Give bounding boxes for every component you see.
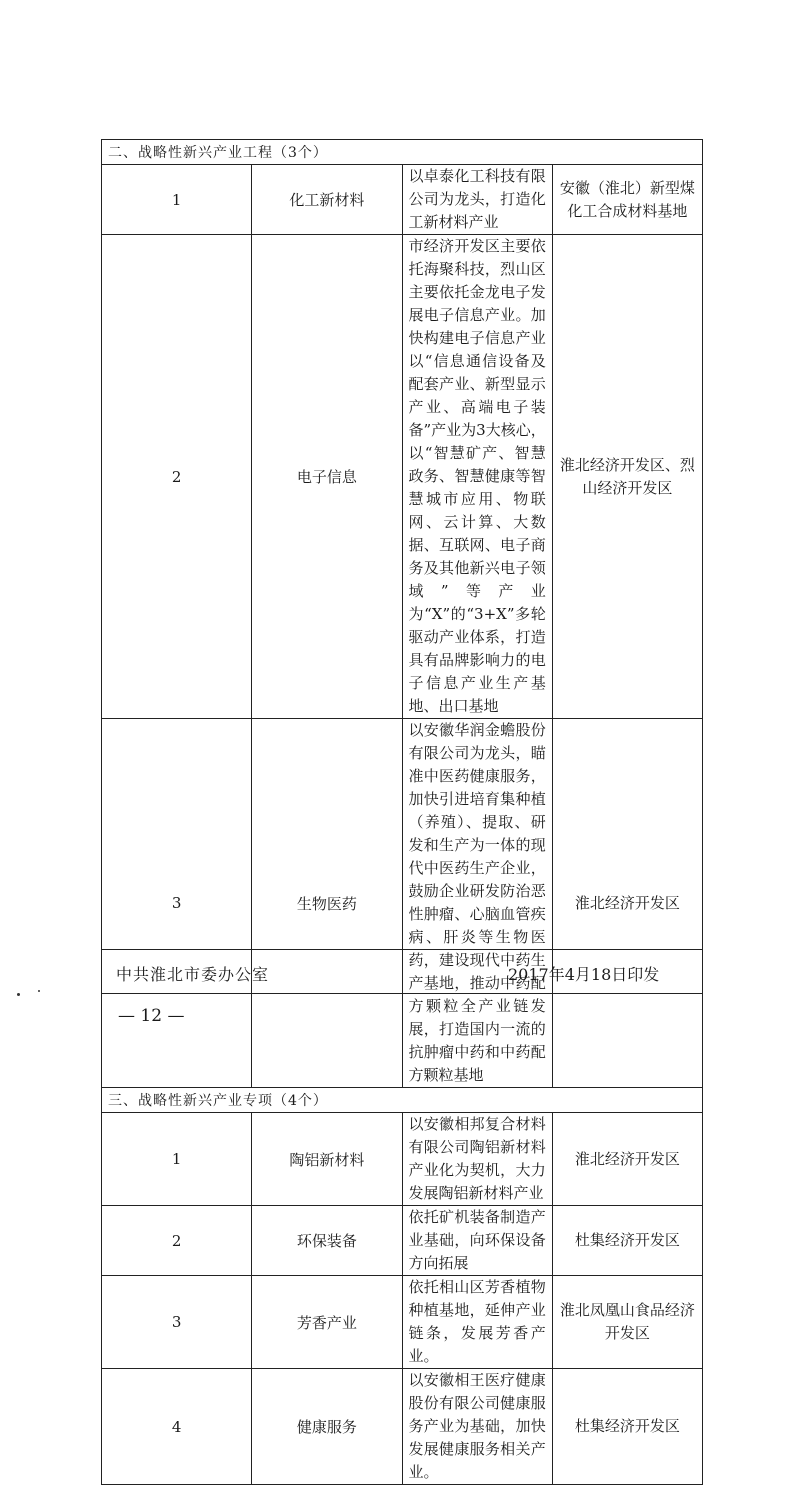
table-row	[102, 1276, 703, 1369]
table-row	[102, 719, 703, 1088]
section-header: 三、战略性新兴产业专项（4个）	[102, 1088, 703, 1113]
industry-table	[101, 139, 703, 1485]
industry-location: 淮北凤凰山食品经济开发区	[552, 1276, 702, 1369]
industry-name: 芳香产业	[252, 1276, 402, 1369]
industry-description: 市经济开发区主要依托海聚科技，烈山区主要依托金龙电子发展电子信息产业。加快构建电子信息产业以“信息通信设备及配套产业、新型显示产业、高端电子装备”产业为3大核心，以“智慧矿产、智慧政务、智慧健康等智慧城市应用、物联网、云计算、大数据、互联网、电子商务及其他新兴电子领域”等产业为“X”的“3+X”多轮驱动产业体系，打造具有品牌影响力的电子信息产业生产基地、出口基地	[402, 235, 552, 719]
industry-name: 电子信息	[252, 235, 402, 719]
row-number: 1	[102, 165, 252, 235]
row-number: 2	[102, 1206, 252, 1276]
table-row	[102, 1113, 703, 1206]
industry-location: 淮北经济开发区、烈山经济开发区	[552, 235, 702, 719]
industry-location: 安徽（淮北）新型煤化工合成材料基地	[552, 165, 702, 235]
scan-speck	[17, 993, 20, 996]
industry-description: 以安徽相邦复合材料有限公司陶铝新材料产业化为契机，大力发展陶铝新材料产业	[402, 1113, 552, 1206]
row-number: 1	[102, 1113, 252, 1206]
row-number: 3	[102, 1276, 252, 1369]
issuer-name: 中共淮北市委办公室	[116, 965, 270, 984]
table-row	[102, 1369, 703, 1485]
footer-top-rule	[101, 949, 703, 950]
industry-location: 淮北经济开发区	[552, 1113, 702, 1206]
section-header-row	[102, 140, 703, 165]
row-number: 3	[102, 719, 252, 1088]
industry-name: 环保装备	[252, 1206, 402, 1276]
industry-location: 杜集经济开发区	[552, 1206, 702, 1276]
issue-date: 2017年4月18日印发	[508, 965, 660, 984]
industry-description: 依托矿机装备制造产业基础，向环保设备方向拓展	[402, 1206, 552, 1276]
industry-name: 生物医药	[252, 719, 402, 1088]
industry-description: 以卓泰化工科技有限公司为龙头，打造化工新材料产业	[402, 165, 552, 235]
industry-description: 以安徽相王医疗健康股份有限公司健康服务产业为基础，加快发展健康服务相关产业。	[402, 1369, 552, 1485]
row-number: 2	[102, 235, 252, 719]
industry-description: 以安徽华润金蟾股份有限公司为龙头，瞄准中医药健康服务，加快引进培育集种植（养殖）、提取、研发和生产为一体的现代中医药生产企业，鼓励企业研发防治恶性肿瘤、心脑血管疾病、肝炎等生物医药，建设现代中药生产基地，推动中药配方颗粒全产业链发展，打造国内一流的抗肿瘤中药和中药配方颗粒基地	[402, 719, 552, 1088]
table-row	[102, 235, 703, 719]
industry-name: 化工新材料	[252, 165, 402, 235]
industry-name: 健康服务	[252, 1369, 402, 1485]
section-header: 二、战略性新兴产业工程（3个）	[102, 140, 703, 165]
row-number: 4	[102, 1369, 252, 1485]
industry-location: 淮北经济开发区	[552, 719, 702, 1088]
section-header-row	[102, 1088, 703, 1113]
industry-description: 依托相山区芳香植物种植基地，延伸产业链条，发展芳香产业。	[402, 1276, 552, 1369]
industry-location: 杜集经济开发区	[552, 1369, 702, 1485]
table-row	[102, 1206, 703, 1276]
table-row	[102, 165, 703, 235]
footer-bottom-rule	[101, 993, 703, 994]
industry-name: 陶铝新材料	[252, 1113, 402, 1206]
scan-speck	[38, 990, 40, 992]
page-number: — 12 —	[118, 1006, 185, 1026]
